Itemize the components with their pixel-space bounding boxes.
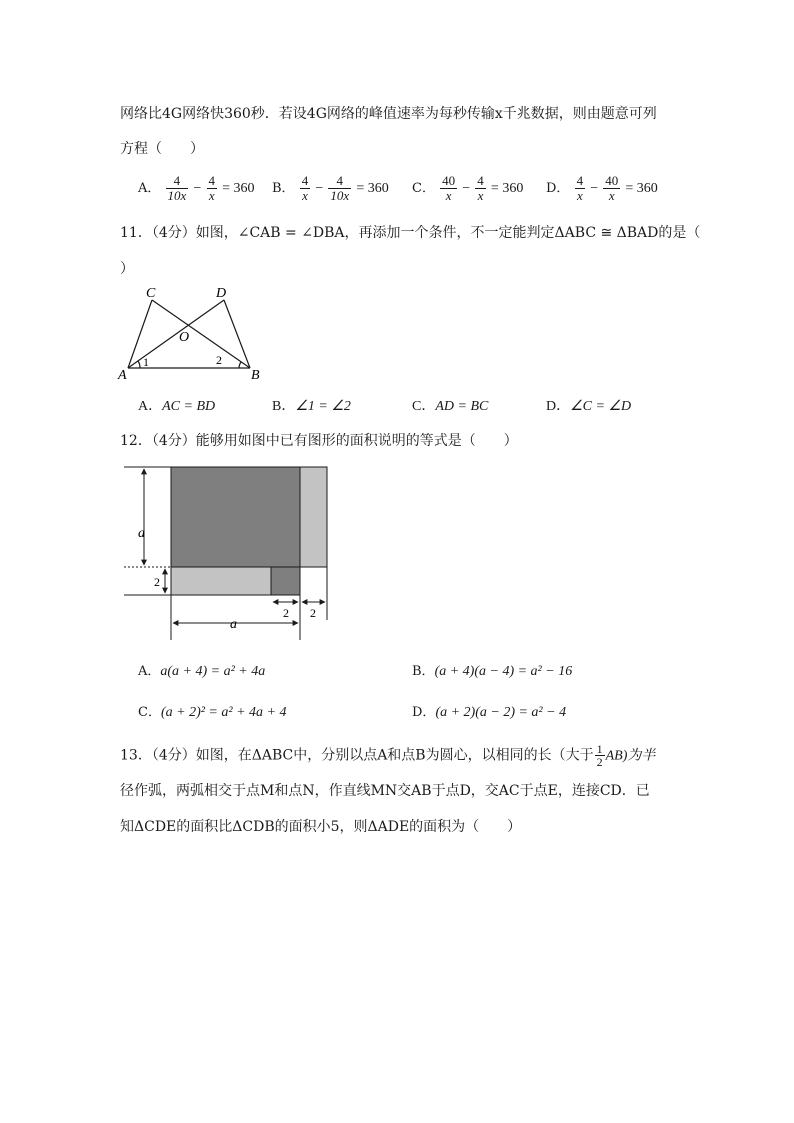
q10-text-line1: 网络比4G网络快360秒．若设4G网络的峰值速率为每秒传输x千兆数据，则由题意可列: [120, 106, 657, 122]
q11-option-c[interactable]: C．AD = BC: [412, 399, 489, 414]
label-a-left: a: [138, 526, 145, 541]
q12-text-line1: 12．（4分）能够用如图中已有图形的面积说明的等式是（ ）: [120, 433, 518, 449]
label-d: D: [216, 286, 227, 301]
label-angle-2: 2: [216, 353, 222, 367]
q11-text-line1: 11．（4分）如图，∠CAB = ∠DBA，再添加一个条件，不一定能判定ΔABC ≅ ΔBAD的是（: [120, 225, 701, 241]
label-o: O: [179, 330, 190, 345]
q13-text-line2: 径作弧，两弧相交于点M和点N，作直线MN交AB于点D，交AC于点E，连接CD．已: [120, 783, 650, 799]
q10-option-d[interactable]: D． $\frac{4}{x}$ − $\frac{40}{x}$ = 360: [546, 173, 658, 203]
segment-db: [224, 300, 250, 368]
angle-1-arc: [138, 361, 140, 368]
label-a: A: [118, 368, 127, 383]
q11-triangle-figure: [110, 280, 280, 385]
q12-option-a[interactable]: A．a(a + 4) = a² + 4a: [138, 664, 266, 679]
bottom-rect: [171, 567, 271, 595]
label-b: B: [251, 368, 260, 383]
label-a-bottom: a: [230, 617, 237, 632]
angle-2-arc: [239, 362, 241, 368]
q11-text-line2: ）: [120, 261, 134, 277]
q11-option-b[interactable]: B．∠1 = ∠2: [272, 399, 351, 414]
q11-option-d[interactable]: D．∠C = ∠D: [546, 399, 632, 414]
q12-area-figure: [120, 460, 335, 645]
q13-text-line3: 知ΔCDE的面积比ΔCDB的面积小5，则ΔADE的面积为（ ）: [120, 819, 522, 835]
q10-option-c[interactable]: C． $\frac{40}{x}$ − $\frac{4}{x}$ = 360: [412, 173, 524, 203]
q11-option-a[interactable]: A．AC = BD: [138, 399, 216, 414]
q13-text-line1: 13．（4分）如图，在ΔABC中，分别以点A和点B为圆心，以相同的长（大于 $\frac{1}{2}$ AB)为半: [120, 742, 656, 769]
label-c: C: [146, 286, 156, 301]
label-2-left: 2: [154, 575, 160, 589]
label-angle-1: 1: [143, 355, 149, 369]
segment-cb: [152, 300, 250, 368]
q10-option-a[interactable]: A． $\frac{4}{10x}$ − $\frac{4}{x}$ = 360: [138, 173, 255, 203]
label-2-bottom-1: 2: [283, 606, 289, 620]
q10-text-line2: 方程（ ）: [120, 141, 204, 157]
q10-option-b[interactable]: B． $\frac{4}{x}$ − $\frac{4}{10x}$ = 360: [272, 173, 389, 203]
q12-option-c[interactable]: C．(a + 2)² = a² + 4a + 4: [138, 705, 287, 720]
big-square-a: [171, 467, 300, 567]
q12-option-d[interactable]: D．(a + 2)(a − 2) = a² − 4: [412, 705, 567, 720]
label-2-bottom-2: 2: [310, 606, 316, 620]
q12-option-b[interactable]: B．(a + 4)(a − 4) = a² − 16: [412, 664, 573, 679]
small-square: [271, 567, 300, 595]
right-rect: [300, 467, 327, 567]
